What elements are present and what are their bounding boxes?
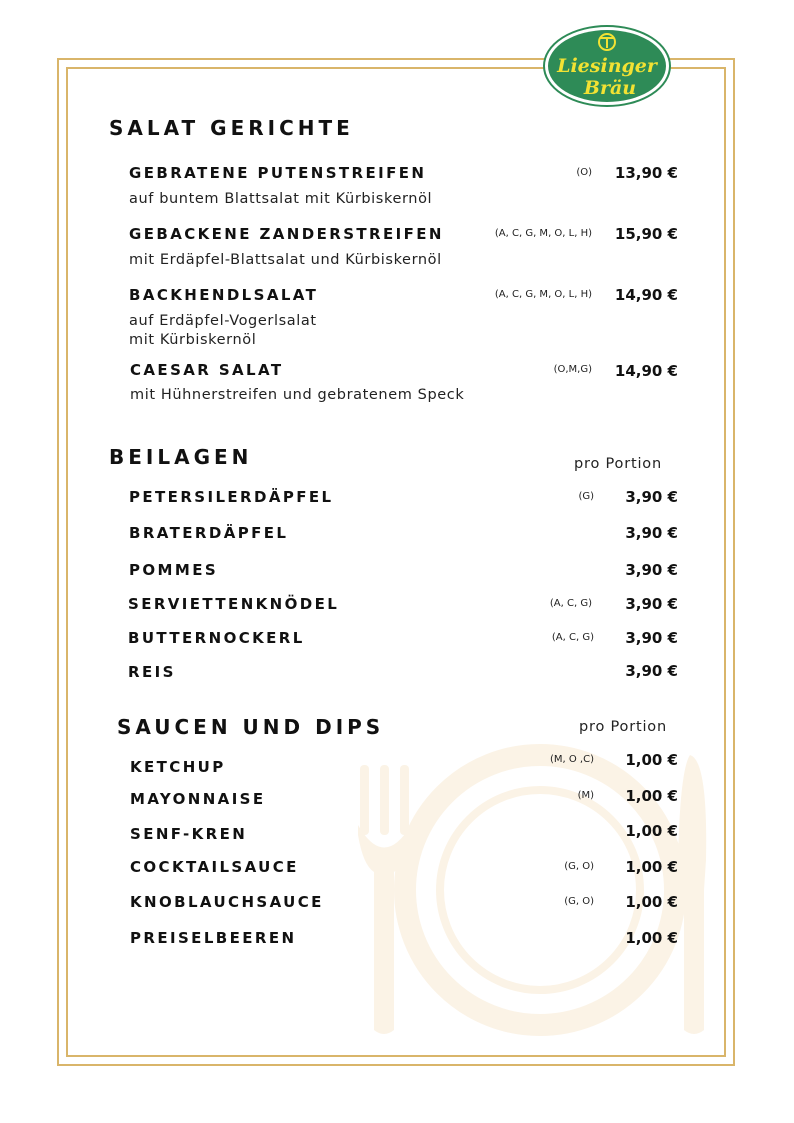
portion-label: pro Portion xyxy=(579,719,667,735)
menu-item-name: GEBRATENE PUTENSTREIFEN xyxy=(129,164,427,182)
menu-item-price: 3,90 € xyxy=(625,524,678,542)
menu-item-name: GEBACKENE ZANDERSTREIFEN xyxy=(129,225,444,243)
menu-item-price: 3,90 € xyxy=(625,662,678,680)
menu-item-name: BACKHENDLSALAT xyxy=(129,286,319,304)
liesinger-braeu-logo xyxy=(542,24,672,108)
menu-item-name: BUTTERNOCKERL xyxy=(128,629,305,647)
menu-item-name: MAYONNAISE xyxy=(130,790,266,808)
menu-item-price: 1,00 € xyxy=(625,787,678,805)
menu-item-name: BRATERDÄPFEL xyxy=(129,524,289,542)
menu-item-name: COCKTAILSAUCE xyxy=(130,858,299,876)
menu-item-name: CAESAR SALAT xyxy=(130,361,284,379)
menu-item-allergens: (M, O ,C) xyxy=(550,754,594,765)
menu-item-name: SENF-KREN xyxy=(130,825,248,843)
menu-item-name: PREISELBEEREN xyxy=(130,929,297,947)
menu-item-price: 1,00 € xyxy=(625,858,678,876)
menu-item-allergens: (M) xyxy=(577,790,594,801)
menu-item-allergens: (O,M,G) xyxy=(553,364,592,375)
menu-item-name: SERVIETTENKNÖDEL xyxy=(128,595,340,613)
menu-item-price: 1,00 € xyxy=(625,751,678,769)
menu-item-price: 14,90 € xyxy=(614,362,678,380)
menu-item-description: auf buntem Blattsalat mit Kürbiskernöl xyxy=(129,191,433,207)
menu-item-price: 14,90 € xyxy=(614,286,678,304)
menu-item-price: 15,90 € xyxy=(614,225,678,243)
section-heading-salat: SALAT GERICHTE xyxy=(109,116,354,140)
menu-item-price: 3,90 € xyxy=(625,595,678,613)
plate-cutlery-icon xyxy=(350,740,710,1040)
menu-item-price: 3,90 € xyxy=(625,561,678,579)
menu-item-allergens: (O) xyxy=(576,167,592,178)
menu-item-name: PETERSILERDÄPFEL xyxy=(129,488,334,506)
menu-item-description: mit Hühnerstreifen und gebratenem Speck xyxy=(130,387,465,403)
menu-item-name: REIS xyxy=(128,663,176,681)
menu-item-allergens: (A, C, G, M, O, L, H) xyxy=(494,228,592,239)
logo-line2: Bräu xyxy=(583,77,637,99)
menu-item-allergens: (A, C, G) xyxy=(551,632,594,643)
section-heading-beilagen: BEILAGEN xyxy=(109,445,253,469)
menu-item-price: 13,90 € xyxy=(614,164,678,182)
menu-item-allergens: (G, O) xyxy=(564,861,594,872)
menu-item-description: auf Erdäpfel-Vogerlsalat mit Kürbiskernöl xyxy=(129,313,317,348)
menu-item-name: KETCHUP xyxy=(130,758,226,776)
menu-item-price: 1,00 € xyxy=(625,822,678,840)
menu-item-price: 3,90 € xyxy=(625,629,678,647)
logo-line1: Liesinger xyxy=(557,55,657,77)
menu-item-allergens: (G) xyxy=(578,491,594,502)
menu-item-allergens: (G, O) xyxy=(564,896,594,907)
menu-item-price: 1,00 € xyxy=(625,929,678,947)
menu-item-name: POMMES xyxy=(129,561,219,579)
menu-item-allergens: (A, C, G) xyxy=(549,598,592,609)
menu-item-price: 3,90 € xyxy=(625,488,678,506)
menu-item-allergens: (A, C, G, M, O, L, H) xyxy=(494,289,592,300)
portion-label: pro Portion xyxy=(574,456,662,472)
menu-item-description: mit Erdäpfel-Blattsalat und Kürbiskernöl xyxy=(129,252,442,268)
section-heading-saucen: SAUCEN UND DIPS xyxy=(117,715,385,739)
menu-item-price: 1,00 € xyxy=(625,893,678,911)
menu-item-name: KNOBLAUCHSAUCE xyxy=(130,893,324,911)
